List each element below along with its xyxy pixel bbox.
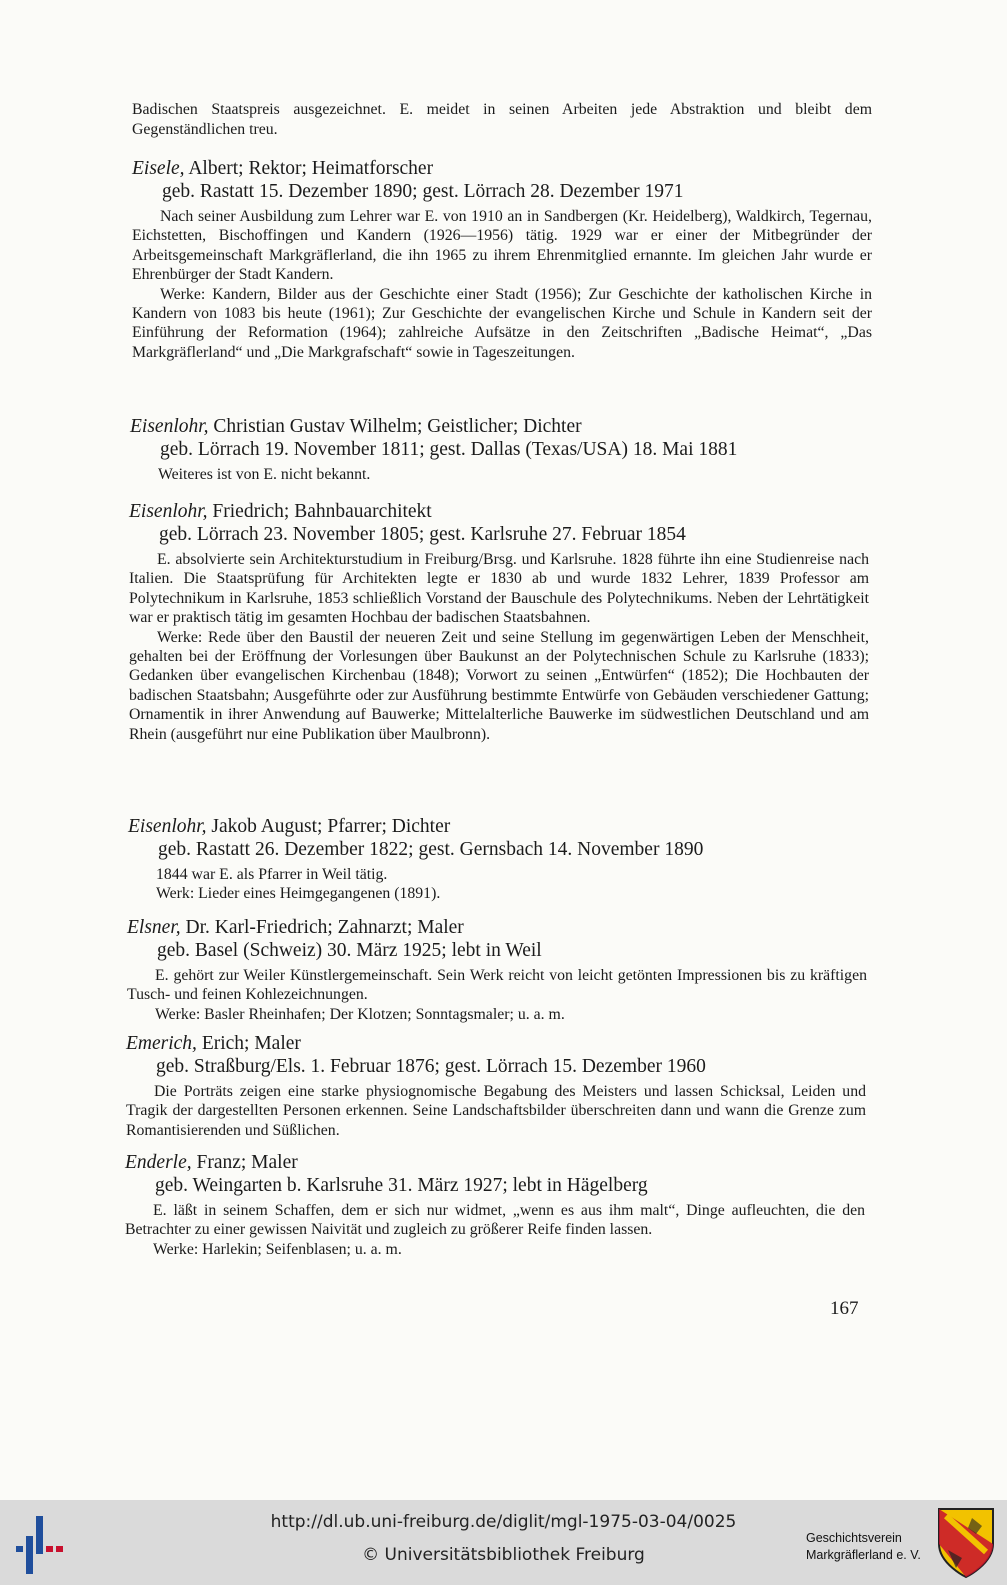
- entry-life-dates: geb. Basel (Schweiz) 30. März 1925; lebt in Weil: [157, 940, 542, 961]
- entry-surname: Emerich,: [126, 1033, 197, 1054]
- entry-name-profession: Franz; Maler: [191, 1152, 298, 1173]
- entry-surname: Elsner,: [127, 917, 181, 938]
- entry-works: Werke: Rede über den Baustil der neueren Zeit und seine Stellung im gegenwärtigen Leben der Menschheit, gehalten bei der Eröffnung der Vorlesungen über Baukunst an der Polytechnischen Schule zu Karlsruhe (1833); Gedanken über evangelischen Kirchenbau (1848); Vorwort zu seinen „Entwürfen“ (1852); Die Hochbauten der badischen Staatsbahn; Ausgeführte oder zur Ausführung bestimmte Entwürfe von Gebäuden verschiedener Gattung; Ornamentik in ihrer Anwendung auf Bauwerke; Mittelalterliche Bauwerke im südwestlichen Deutschland und am Rhein (ausgeführt nur eine Publikation über Maulbronn).: [129, 628, 869, 743]
- entry-heading: [127, 916, 867, 939]
- entry-life-dates: geb. Lörrach 23. November 1805; gest. Karlsruhe 27. Februar 1854: [159, 524, 686, 545]
- entry-surname: Eisenlohr,: [129, 501, 208, 522]
- entry-body: [130, 465, 870, 484]
- page-number: 167: [830, 1298, 859, 1319]
- footer-bar: [0, 1500, 1007, 1585]
- entry-body: [129, 550, 869, 744]
- entry-paragraph: E. gehört zur Weiler Künstlergemeinschaft. Sein Werk reicht von leicht getönten Impressionen bis zu kräftigen Tusch- und feinen Kohlezeichnungen.: [127, 967, 867, 1004]
- entry-heading: [129, 500, 869, 523]
- entry-works: Werke: Harlekin; Seifenblasen; u. a. m.: [153, 1240, 402, 1258]
- copyright-text: © Universitätsbibliothek Freiburg: [362, 1545, 645, 1565]
- entry-works: Werke: Kandern, Bilder aus der Geschichte einer Stadt (1956); Zur Geschichte der katholischen Kirche in Kandern von 1083 bis heute (1961); Zur Geschichte der evangelischen Kirche und Schule in Kandern seit der Einführung der Reformation (1964); zahlreiche Aufsätze in den Zeitschriften „Badische Heimat“, „Das Markgräflerland“ und „Die Markgrafschaft“ sowie in Tageszeitungen.: [132, 285, 872, 361]
- biography-entry: [128, 815, 868, 904]
- entry-body: [132, 207, 872, 362]
- intro-paragraph: Badischen Staatspreis ausgezeichnet. E. meidet in seinen Arbeiten jede Abstraktion und bleibt dem Gegenständlichen treu.: [132, 101, 872, 138]
- entry-surname: Eisenlohr,: [130, 416, 209, 437]
- entry-paragraph: E. absolvierte sein Architekturstudium in Freiburg/Brsg. und Karlsruhe. 1828 führte ihn eine Studienreise nach Italien. Die Staatsprüfung für Architekten legte er 1830 ab und wurde 1832 Lehrer, 1839 Professor am Polytechnikum in Karlsruhe, 1853 schließlich Vorstand der Bauschule des Polytechnikums. Neben der Lehrtätigkeit war er praktisch tätig im gesamten Hochbau der badischen Staatsbahnen.: [129, 551, 869, 627]
- entry-paragraph: Nach seiner Ausbildung zum Lehrer war E. von 1910 an in Sandbergen (Kr. Heidelberg), Waldkirch, Tegernau, Eichstetten, Bischoffingen und Kandern (1926—1956) tätig. 1929 war er einer der Mitbegründer der Arbeitsgemeinschaft Markgräflerland, die ihn 1965 zu ihrem Ehrenmitglied ernannte. Im gleichen Jahr wurde er Ehrenbürger der Stadt Kandern.: [132, 208, 872, 284]
- society-name-line2: Markgräflerland e. V.: [806, 1548, 921, 1562]
- entry-heading: [128, 815, 868, 838]
- coat-of-arms-icon: [936, 1506, 996, 1580]
- entry-life-dates: geb. Rastatt 15. Dezember 1890; gest. Lörrach 28. Dezember 1971: [162, 181, 684, 202]
- entry-body: [126, 1082, 866, 1140]
- entry-body: [125, 1201, 865, 1259]
- biography-entry: [132, 157, 872, 362]
- entry-works: Werk: Lieder eines Heimgegangenen (1891).: [156, 885, 441, 903]
- entry-paragraph: 1844 war E. als Pfarrer in Weil tätig.: [156, 866, 388, 883]
- entry-name-profession: Albert; Rektor; Heimatforscher: [184, 158, 434, 179]
- entry-surname: Enderle,: [125, 1152, 192, 1173]
- entry-heading: [132, 157, 872, 180]
- entry-heading: [126, 1032, 866, 1055]
- entry-name-profession: Jakob August; Pfarrer; Dichter: [206, 816, 451, 837]
- entry-name-profession: Christian Gustav Wilhelm; Geistlicher; Dichter: [208, 416, 582, 437]
- entry-surname: Eisenlohr,: [128, 816, 207, 837]
- entry-works: Werke: Basler Rheinhafen; Der Klotzen; Sonntagsmaler; u. a. m.: [155, 1005, 565, 1023]
- entry-heading: [125, 1151, 865, 1174]
- entry-paragraph: Weiteres ist von E. nicht bekannt.: [158, 466, 371, 483]
- entry-name-profession: Friedrich; Bahnbauarchitekt: [207, 501, 432, 522]
- society-name-line1: Geschichtsverein: [806, 1531, 902, 1545]
- entry-life-dates: geb. Rastatt 26. Dezember 1822; gest. Gernsbach 14. November 1890: [158, 839, 704, 860]
- entry-life-dates: geb. Lörrach 19. November 1811; gest. Dallas (Texas/USA) 18. Mai 1881: [160, 439, 738, 460]
- biography-entry: [126, 1032, 866, 1140]
- entry-life-dates: geb. Straßburg/Els. 1. Februar 1876; gest. Lörrach 15. Dezember 1960: [156, 1056, 706, 1077]
- entry-body: [127, 966, 867, 1024]
- biography-entry: [130, 415, 870, 484]
- entry-name-profession: Erich; Maler: [196, 1033, 301, 1054]
- entry-paragraph: E. läßt in seinem Schaffen, dem er sich nur widmet, „wenn es aus ihm malt“, Dinge aufleuchten, die den Betrachter zu einer gewissen Naivität und zugleich zu größerer Reife finden lassen.: [125, 1202, 865, 1239]
- biography-entry: [127, 916, 867, 1024]
- entry-heading: [130, 415, 870, 438]
- entry-body: [128, 865, 868, 904]
- entry-name-profession: Dr. Karl-Friedrich; Zahnarzt; Maler: [180, 917, 464, 938]
- entry-paragraph: Die Porträts zeigen eine starke physiognomische Begabung des Meisters und lassen Schicksal, Leiden und Tragik der dargestellten Personen erkennen. Seine Landschaftsbilder überschreiten dann und wann die Grenze zum Romantisierenden und Süßlichen.: [126, 1083, 866, 1139]
- entry-life-dates: geb. Weingarten b. Karlsruhe 31. März 1927; lebt in Hägelberg: [155, 1175, 648, 1196]
- entry-surname: Eisele,: [132, 158, 185, 179]
- biography-entry: [125, 1151, 865, 1259]
- society-name: [806, 1530, 921, 1564]
- document-url-link[interactable]: http://dl.ub.uni-freiburg.de/diglit/mgl-1975-03-04/0025: [270, 1512, 737, 1532]
- biography-entry: [129, 500, 869, 744]
